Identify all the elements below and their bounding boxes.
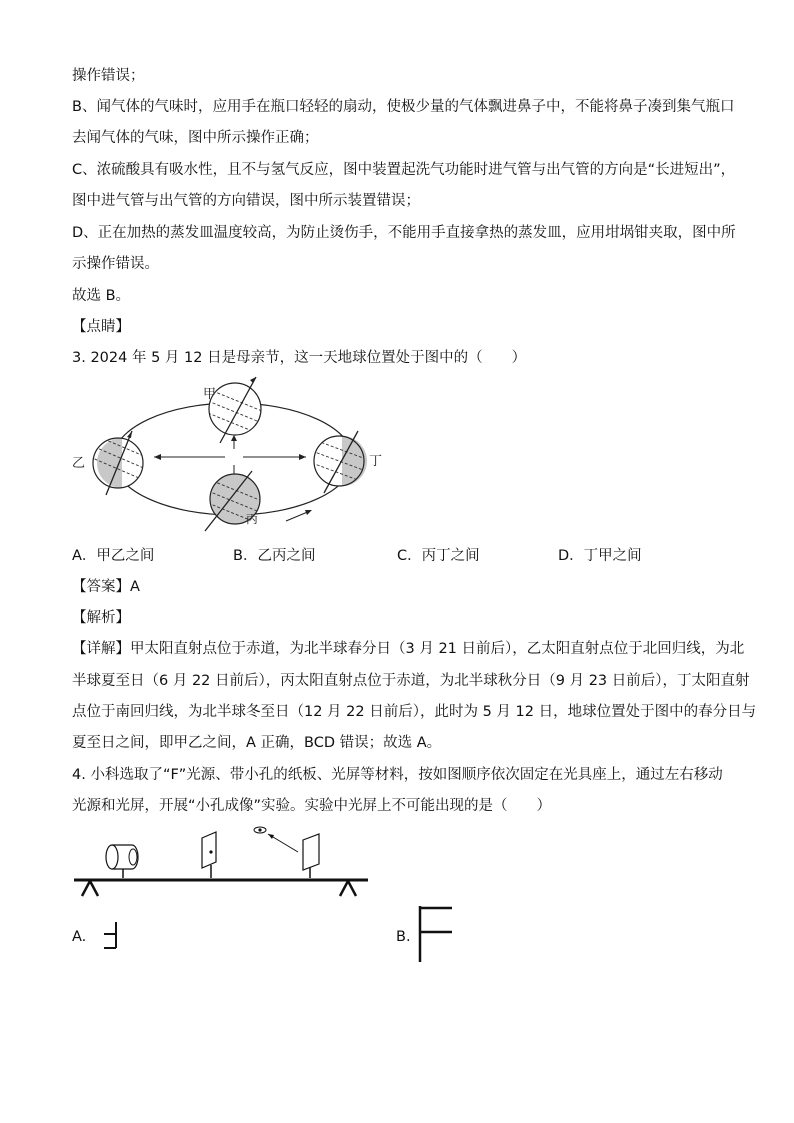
earth-yi [90,431,146,495]
label-yi: 乙 [72,456,86,471]
q2-conclusion: 故选 B。 [72,288,131,304]
q4-option-b-image [416,904,456,964]
analysis-heading: 【解析】 [72,610,130,626]
earth-jia [208,377,262,443]
q2-text-line: 去闻气体的气味，图中所示操作正确； [72,130,319,146]
q4-option-a-label[interactable]: A. [72,929,87,945]
q4-stem-line: 光源和光屏，开展“小孔成像”实验。实验中光屏上不可能出现的是（ ） [72,798,552,814]
q3-option-a[interactable]: A．甲乙之间 [72,548,155,564]
q2-text-line: 操作错误； [72,68,145,84]
earth-orbit-figure [60,375,400,540]
section-heading: 【点睛】 [72,319,130,335]
label-jia: 甲 [203,387,217,402]
q2-text-line: C、浓硫酸具有吸水性，且不与氢气反应，图中装置起洗气功能时进气管与出气管的方向是“长进短出”， [72,162,736,178]
q3-stem: 3. 2024 年 5 月 12 日是母亲节，这一天地球位置处于图中的（ ） [72,350,527,366]
label-ding: 丁 [369,454,383,469]
q3-option-c[interactable]: C．丙丁之间 [397,548,480,564]
q3-detail-line: 半球夏至日（6 月 22 日前后），丙太阳直射点位于赤道，为北半球秋分日（9 月 23 日前后），丁太阳直射 [72,673,750,689]
label-bing: 丙 [246,512,259,526]
q4-option-a-image [100,920,122,952]
pinhole-cardboard [202,832,216,878]
f-light-source [106,845,138,878]
q2-text-line: 示操作错误。 [72,256,159,272]
eye-icon [254,827,298,852]
answer-label: 【答案】A [72,579,140,595]
q3-detail-line: 点位于南回归线，为北半球冬至日（12 月 22 日前后），此时为 5 月 12 日，地球位置处于图中的春分日与 [72,704,757,720]
q3-detail-line: 夏至日之间，即甲乙之间，A 正确，BCD 错误；故选 A。 [72,735,442,751]
q3-option-b[interactable]: B．乙丙之间 [233,548,316,564]
earth-ding [312,431,367,493]
optical-bench-figure [70,820,375,900]
q2-text-line: 图中进气管与出气管的方向错误，图中所示装置错误； [72,193,420,209]
q3-option-d[interactable]: D．丁甲之间 [558,548,642,564]
q4-stem-line: 4. 小科选取了“F”光源、带小孔的纸板、光屏等材料，按如图顺序依次固定在光具座上，通过左右移动 [72,767,723,783]
q3-detail-line: 【详解】甲太阳直射点位于赤道，为北半球春分日（3 月 21 日前后），乙太阳直射点位于北回归线，为北 [72,641,745,657]
light-screen [303,834,319,878]
q2-text-line: B、闻气体的气味时，应用手在瓶口轻轻的扇动，使极少量的气体飘进鼻子中，不能将鼻子凑到集气瓶口 [72,99,735,115]
q4-option-b-label[interactable]: B. [396,929,411,945]
q2-text-line: D、正在加热的蒸发皿温度较高，为防止烫伤手，不能用手直接拿热的蒸发皿，应用坩埚钳夹取，图中所 [72,225,736,241]
